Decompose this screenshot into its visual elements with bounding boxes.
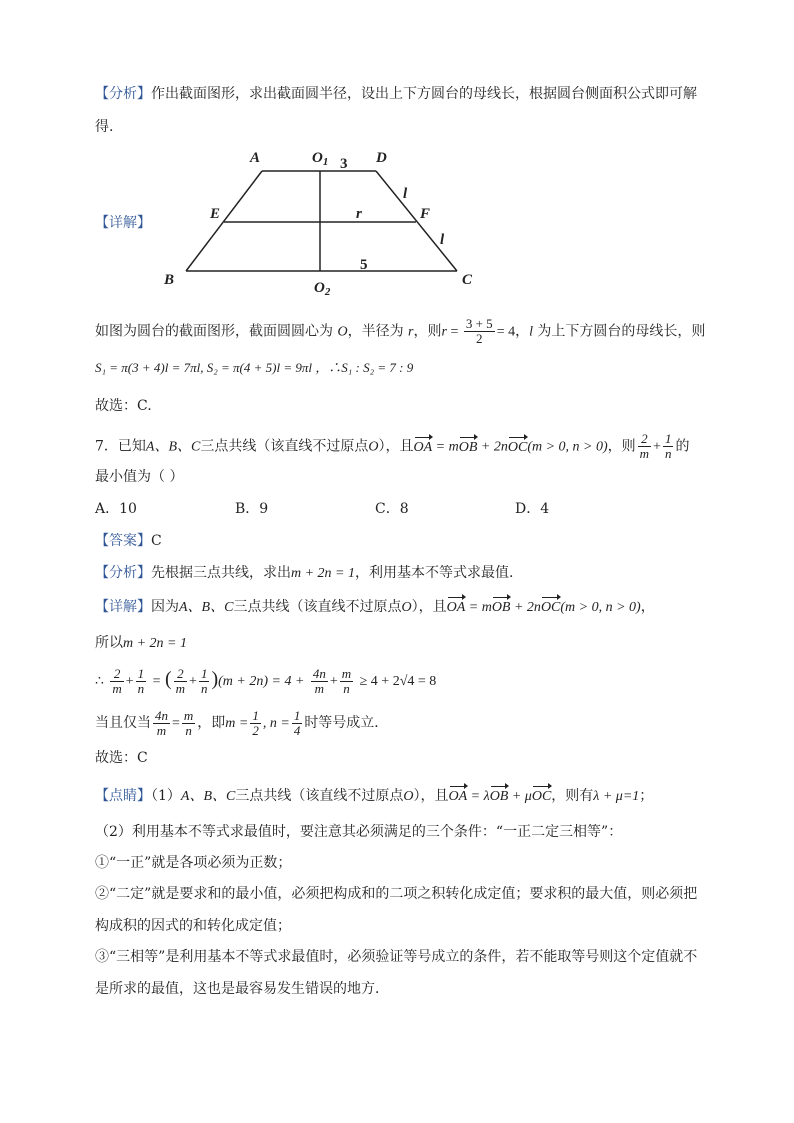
detail1-choice [95,396,152,416]
num: 2 [110,667,123,682]
vector-OC: OC [508,438,527,458]
q7-frac-1-over-n [663,432,674,461]
q7-text-b: 三点共线（该直线不过原点 [200,438,369,455]
label-O2-sub: 2 [324,286,331,298]
remark-text-e: ； [639,788,654,804]
q7-condition: (m > 0, n > 0) [527,439,608,455]
frac [174,667,187,696]
answer-line [95,531,162,551]
vector-OB: OB [459,438,478,458]
option-c[interactable]: C．8 [375,501,409,517]
detail1-text-e: 为上下方圆台的母线长，则 [532,323,706,340]
vector-OA: OA [414,438,433,458]
equals: = [152,674,161,689]
detail2-so: 所以 [95,635,123,651]
label-r: r [356,206,362,222]
frac [153,709,170,738]
remark-line-5 [95,916,291,936]
frac [136,667,147,696]
den: 4 [293,722,301,738]
q7-frac-2-over-m [638,432,651,461]
analysis2-text-a: 先根据三点共线，求出 [151,565,291,581]
question-7-options [95,499,655,519]
detail2-text-c: ），且 [411,599,447,615]
detail2-tag: 【详解】 [95,599,151,615]
frac-num: 3 + 5 [465,316,493,331]
detail1-text-b: ，半径为 [347,323,409,340]
den: 2 [252,722,259,738]
detail-tag: 【详解】 [95,215,151,231]
den: m [639,446,650,461]
frac [340,667,353,696]
remark-points: A、B、C [180,789,236,804]
den: n [664,446,672,461]
analysis2-line [95,563,513,584]
label-3: 3 [340,156,348,172]
question-7-stem [95,432,689,461]
answer-tag: 【答案】 [95,533,151,549]
remark-num: （1） [151,788,181,804]
choice-text: 故选：C. [95,398,152,414]
detail2-line-4 [95,708,388,739]
remark-text-d: ，则有 [551,788,594,804]
namely-text: ，即 [197,715,226,731]
num: 2 [174,667,187,682]
num: 1 [200,665,208,681]
label-C: C [462,272,473,288]
frac [311,667,328,696]
detail1-text-a: 如图为圆台的截面图形，截面圆圆心为 [95,323,338,340]
therefore-sign: ∴ [95,674,104,689]
label-D: D [376,150,387,166]
den: n [200,680,208,696]
remark-line-1 [95,786,653,807]
analysis-line-2 [95,117,113,137]
fraction-3-5-over-2 [464,317,495,346]
detail2-eq2: + 2n [510,600,541,615]
option-b[interactable]: B．9 [235,501,269,517]
detail2-text-a: 因为 [151,599,179,615]
formula-rhs: = 4 [496,324,516,340]
num: 1 [293,707,301,723]
num: 1 [137,665,145,681]
remark-text-b: 三点共线（该直线不过原点 [235,788,404,804]
answer-value: C [151,533,162,549]
detail1-text-c: ，则 [413,323,442,340]
equality-holds-text: 时等号成立． [304,715,389,731]
plus: + [329,674,338,689]
analysis-text: 作出截面图形，求出截面圆半径，设出上下方圆台的母线长，根据圆台侧面积公式即可解 [151,86,697,102]
plus: + [189,674,197,689]
label-l-upper: l [403,186,408,202]
label-5: 5 [360,257,368,273]
remark-p5b: 是所求的最值，这也是最容易发生错误的地方． [95,981,389,997]
vector-OB: OB [492,598,511,618]
analysis-tag: 【分析】 [95,86,151,102]
detail1-line-2 [95,358,413,379]
remark-tag: 【点睛】 [95,788,151,804]
remark-line-4 [95,884,697,904]
iff-text: 当且仅当 [95,715,151,731]
label-O1-main: O [312,150,323,166]
label-B: B [164,272,175,288]
inequality-result: ≥ 4 + 2√4 = 8 [359,674,437,689]
label-E: E [210,206,221,222]
remark-p2: （2）利用基本不等式求最值时，要注意其必须满足的三个条件：“一正二定三相等”： [95,824,623,840]
remark-p3: ①“一正”就是各项必须为正数； [95,855,292,871]
detail2-line-2 [95,633,187,654]
analysis-line-1 [95,84,697,104]
area-formula: S₁ = π(3 + 4)l = 7πl, S₂ = π(4 + 5)l = 9πl ，∴S₁ : S₂ = 7 : 9 [95,360,414,375]
label-O1 [312,150,328,168]
expansion: (m + 2n) = 4 + [218,674,305,689]
analysis2-text-b: ，利用基本不等式求最值. [355,565,514,581]
remark-p5a: ③“三相等”是利用基本不等式求最值时，必须验证等号成立的条件，若不能取等号则这个定值就不 [95,949,698,965]
detail1-text-d: ， [515,323,530,340]
remark-plus: + μ [508,789,532,804]
q7-origin: O [368,439,379,455]
detail2-line-3: ∴ $\frac{2}{m}$ + $\frac{1}{n}$ = ( $\frac{2}{m}$ + $\frac{1}{n}$ )(m + 2n) = 4 + $\frac{4n}{m}$ + $\frac{m}{n}$ ≥ 4 + 2√4 = 8 [95,665,437,696]
detail2-points: A、B、C [179,600,234,615]
vector-OB: OB [490,787,509,807]
center-O: O [337,324,348,340]
remark-p4b: 构成积的因式的和转化成定值； [95,918,291,934]
q7-text-c: ），且 [378,438,414,455]
q7-eq2: + 2n [477,439,508,455]
plus: + [653,439,661,455]
num: 1 [664,431,672,446]
trapezoid-section-diagram [150,140,490,305]
remark-p4a: ②“二定”就是要求和的最小值，必须把构成和的二项之积转化成定值；要求积的最大值，则必须把 [95,886,698,902]
num: m [183,707,194,723]
detail2-condition: (m > 0, n > 0) [560,600,641,615]
detail2-line-1 [95,597,655,618]
label-A: A [250,150,261,166]
num: 4n [312,665,326,681]
frac [182,709,195,738]
label-O2-main: O [314,280,325,296]
detail2-origin: O [401,600,412,615]
choice-text: 故选：C [95,750,148,766]
detail1-line-1: 如图为圆台的截面图形，截面圆圆心为 O，半径为 r，则r = $\frac{3 + 5}{2}$ = 4，l 为上下方圆台的母线长，则 [95,316,706,346]
remark-origin: O [403,789,414,804]
equals: = [172,716,180,731]
analysis2-tag: 【分析】 [95,565,151,581]
analysis-text-cont: 得. [95,119,114,135]
num: 1 [252,707,259,723]
frac [110,667,123,696]
q7-eq: = m [432,439,459,455]
vector-OA: OA [449,787,468,807]
formula-r: r [441,324,447,340]
den: n [343,680,350,696]
slant-l: l [529,324,533,340]
vector-OC: OC [541,598,560,618]
den: m [175,680,186,696]
option-d[interactable]: D．4 [515,501,550,517]
detail2-text-b: 三点共线（该直线不过原点 [233,599,402,615]
label-F: F [420,206,431,222]
den: m [314,680,325,696]
detail2-eq: = m [465,600,492,615]
q7-text-a: 7．已知 [95,438,146,455]
remark-text-c: ），且 [413,788,449,804]
label-l-lower: l [440,232,445,248]
den: m [156,722,167,738]
vector-OA: OA [447,598,466,618]
frac [199,667,210,696]
n-eq: , n = [262,716,290,731]
remark-eq: = λ [467,789,490,804]
plus: + [125,674,134,689]
vector-OC: OC [532,787,551,807]
m-eq: m = [225,716,249,731]
left-edge [186,171,262,271]
num: m [341,665,352,681]
detail2-text-d: ， [640,599,655,615]
den: n [137,680,145,696]
num: 4n [155,707,168,723]
analysis2-formula: m + 2n = 1 [291,566,356,581]
den: m [112,680,122,696]
remark-line-3 [95,853,291,873]
q7-text-e: 的 [675,438,690,455]
q7-text-d: ，则 [607,438,636,455]
remark-line-7 [95,979,389,999]
right-edge [376,171,457,271]
detail-tag-1-line [95,213,151,233]
den: n [185,722,192,738]
label-O2 [314,280,331,298]
question-7-line-2 [95,467,183,487]
q7-min-text: 最小值为（ ） [95,469,184,485]
q7-points: A、B、C [145,439,201,455]
num: 2 [638,432,651,447]
label-O1-sub: 1 [322,156,329,168]
detail2-choice [95,748,148,768]
remark-result: λ + μ=1 [593,789,640,804]
option-a[interactable]: A．10 [95,501,137,517]
radius-r: r [408,324,414,340]
frac [250,709,261,738]
frac-den: 2 [476,331,483,346]
frac [292,709,303,738]
detail2-constraint: m + 2n = 1 [123,636,188,651]
remark-line-6 [95,947,697,967]
remark-line-2 [95,822,622,842]
